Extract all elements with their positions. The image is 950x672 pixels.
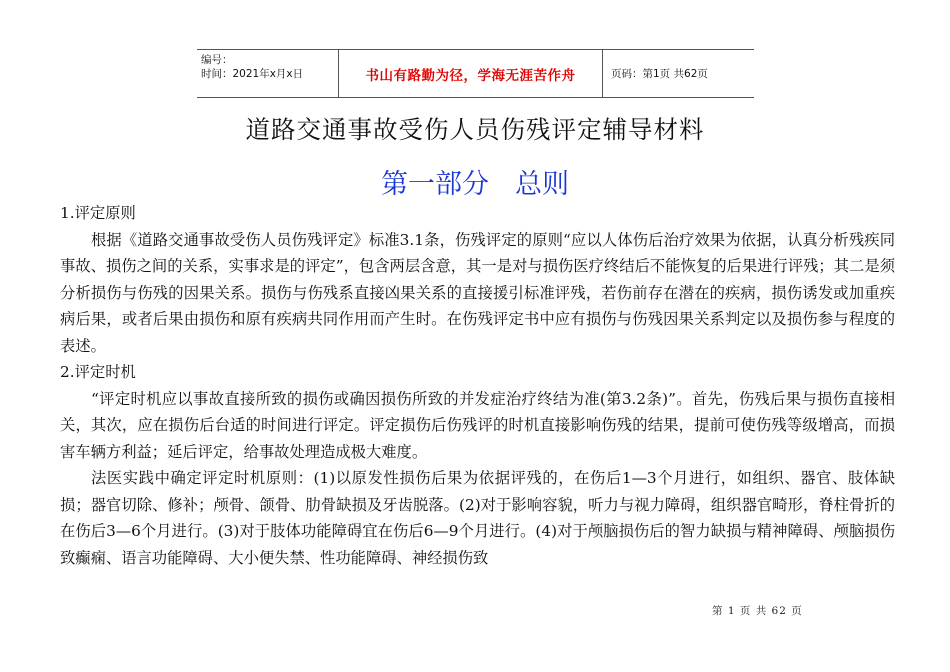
header-meta	[197, 50, 338, 97]
part-name: 总则	[515, 169, 569, 200]
document-body	[60, 200, 895, 571]
section-heading: 1.评定原则	[60, 204, 136, 222]
part-number: 第一部分	[381, 169, 489, 200]
paragraph: 根据《道路交通事故受伤人员伤残评定》标准3.1条，伤残评定的原则“应以人体伤后治疗效果为依据，认真分析残疾同事故、损伤之间的关系，实事求是的评定”，包含两层含意，其一是对与损伤医疗终结后不能恢复的后果进行评残；其二是须分析损伤与伤残的因果关系。损伤与伤残系直接凶果关系的直接援引标准评残，若伤前存在潜在的疾病，损伤诱发或加重疾病后果，或者后果由损伤和原有疾病共同作用而产生时。在伤残评定书中应有损伤与伤残因果关系判定以及损伤参与程度的表述。	[60, 230, 895, 355]
number-label: 编号：	[201, 54, 233, 66]
paragraph: “评定时机应以事故直接所致的损伤或确因损伤所致的并发症治疗终结为准(第3.2条)”。首先，伤残后果与损伤直接相关，其次，应在损伤后台适的时间进行评定。评定损伤后伤残评的时机直接影响伤残的结果，提前可使伤残等级增高，而损害车辆方利益；延后评定，给事故处理造成极大难度。	[60, 389, 895, 461]
section-heading: 2.评定时机	[60, 363, 136, 381]
part-heading	[0, 162, 950, 201]
document-title: 道路交通事故受伤人员伤残评定辅导材料	[245, 115, 705, 144]
paragraph: 法医实践中确定评定时机原则：(1)以原发性损伤后果为依据评残的，在伤后1—3个月进行，如组织、器官、肢体缺损；器官切除、修补；颅骨、颌骨、肋骨缺损及牙齿脱落。(2)对于影响容貌，听力与视力障碍，组织器官畸形，脊柱骨折的在伤后3—6个月进行。(3)对于肢体功能障碍宜在伤后6—9个月进行。(4)对于颅脑损伤后的智力缺损与精神障碍、颅脑损伤致癫痫、语言功能障碍、大小便失禁、性功能障碍、神经损伤致	[60, 469, 895, 567]
page-footer: 第 1 页 共 62 页	[712, 605, 803, 617]
date-label: 时间：2021年x月x日	[201, 68, 304, 80]
page-header	[197, 49, 754, 98]
header-page-code: 页码：第1页 共62页	[611, 68, 708, 80]
header-motto: 书山有路勤为径，学海无涯苦作舟	[338, 50, 603, 97]
